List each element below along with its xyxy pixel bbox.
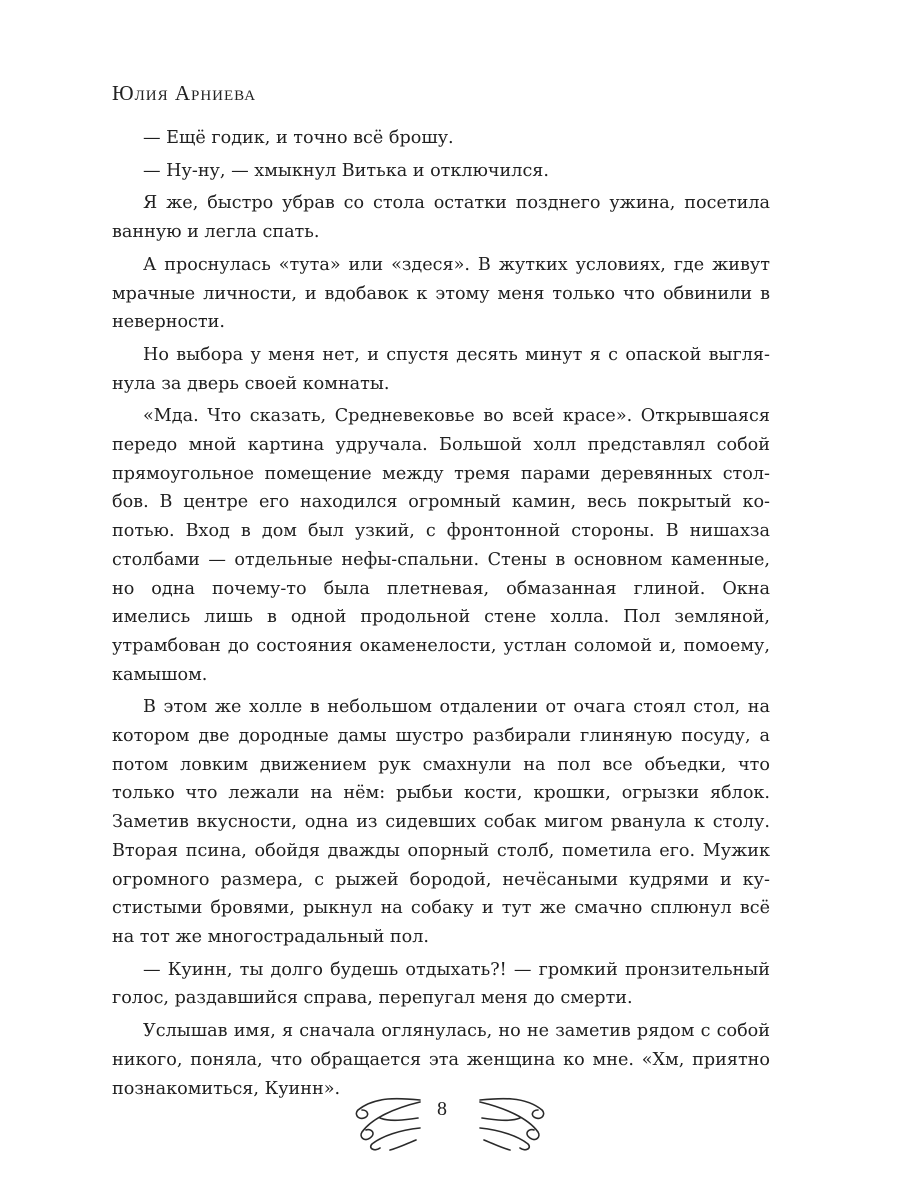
paragraph: Услышав имя, я сначала оглянулась, но не заметив рядом с собой никого, поняла, что обращается эта женщина ко мне. «Хм, приятно познакомиться, Куинн». — [112, 1021, 770, 1099]
paragraph: Но выбора у меня нет, и спустя десять минут я с опаской выглянула за дверь своей комнаты. — [112, 344, 770, 394]
paragraph: — Куинн, ты долго будешь отдыхать?! — громкий пронзительный голос, раздавшийся справа, перепугал меня до смерти. — [112, 959, 770, 1009]
page-number: 8 — [437, 1098, 447, 1120]
paragraph: — Ну-ну, — хмыкнул Витька и отключился. — [143, 160, 549, 181]
paragraph: В этом же холле в небольшом отдалении от очага стоял стол, на котором две дородные дамы шустро разбирали глиняную посуду, а потом ловким движением рук смахнули на пол все объедки, что только что лежали на нём: рыбьи кости, крошки, огрызки яблок. Заметив вкусности, одна из сидевших собак мигом рванула к столу. Вторая псина, обойдя дважды опорный столб, пометила его. Мужик огромного размера, с рыжей бородой, нечёсаными кудрями и кустистыми бровями, рыкнул на собаку и тут же смачно сплюнул всё на тот же многострадальный пол. — [112, 697, 770, 947]
running-head-author: Юлия Арниева — [112, 81, 257, 105]
paragraph: — Ещё годик, и точно всё брошу. — [143, 128, 454, 148]
paragraph: Я же, быстро убрав со стола остатки позднего ужина, посетила ванную и легла спать. — [112, 193, 770, 243]
paragraph: А проснулась «тута» или «здеся». В жутких условиях, где живут мрачные личности, и вдобавок к этому меня только что обвинили в неверности. — [112, 254, 770, 333]
body-text — [112, 124, 770, 1107]
paragraph: «Мда. Что сказать, Средневековье во всей красе». Открывшаяся передо мной картина удручала. Большой холл представлял собой прямоугольное помещение между тремя парами деревянных столбов. В центре его находился огромный камин, весь покрытый копотью. Вход в дом был узкий, с фронтонной стороны. В нишахза столбами — отдельные нефы-спальни. Стены в основном каменные, но одна почему-то была плетневая, обмазанная глиной. Окна имелись лишь в одной продольной стене холла. Пол земляной, утрамбован до состояния окаменелости, устлан соломой и, помоему, камышом. — [112, 406, 770, 685]
